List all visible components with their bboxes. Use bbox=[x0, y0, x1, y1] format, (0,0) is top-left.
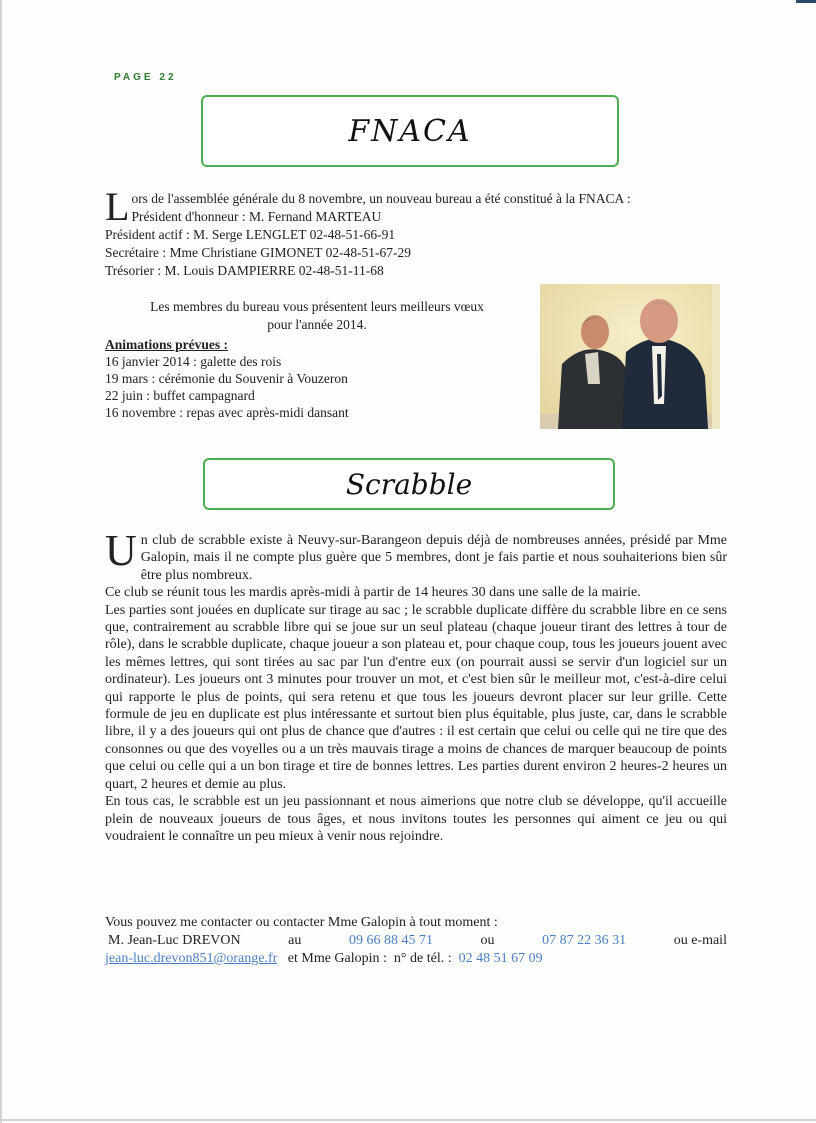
fnaca-wishes-line2: pour l'année 2014. bbox=[267, 317, 367, 332]
fnaca-president-honneur: Président d'honneur : M. Fernand MARTEAU bbox=[131, 209, 382, 224]
scrabble-title: Scrabble bbox=[203, 458, 615, 510]
fnaca-dropcap: L bbox=[105, 184, 130, 229]
contact-intro: Vous pouvez me contacter ou contacter Mme Galopin à tout moment : bbox=[105, 915, 498, 930]
fnaca-animations bbox=[105, 336, 535, 421]
scrabble-article bbox=[105, 526, 727, 845]
contact-email-link[interactable]: jean-luc.drevon851@orange.fr bbox=[105, 951, 278, 966]
contact-ou: ou bbox=[480, 933, 495, 948]
page-bottom-edge bbox=[0, 1119, 816, 1121]
page-number: PAGE 22 bbox=[114, 72, 177, 83]
contact-phone-row bbox=[105, 932, 727, 950]
contact-mme: et Mme Galopin : bbox=[287, 951, 387, 966]
page-corner-mark bbox=[796, 0, 816, 3]
photo-illustration bbox=[540, 284, 720, 429]
fnaca-intro: ors de l'assemblée générale du 8 novembre, un nouveau bureau a été constitué à la FNACA : bbox=[131, 191, 631, 206]
contact-phone-2[interactable]: 07 87 22 36 31 bbox=[542, 933, 627, 948]
page-left-edge bbox=[0, 0, 2, 1123]
fnaca-bureau bbox=[105, 184, 720, 280]
animation-item: 16 janvier 2014 : galette des rois bbox=[105, 354, 282, 369]
scrabble-paragraph-2: Ce club se réunit tous les mardis après-midi à partir de 14 heures 30 dans une salle de la mairie. bbox=[105, 585, 641, 601]
scrabble-paragraph-3: Les parties sont jouées en duplicate sur tirage au sac ; le scrabble duplicate diffère du scrabble libre en ce sens que, contrairement au scrabble libre qui se joue sur un seul plateau (chaque joueur tirant des lettres à tour de rôle), dans le scrabble duplicate, chaque joueur a son plateau et, pour chaque coup, tous les joueurs jouent avec les mêmes lettres, qui sont tirées au sac par l'un d'entre eux (on pourrait aussi se servir d'un logiciel sur un ordinateur). Les joueurs ont 3 minutes pour trouver un mot, et c'est bien sûr le meilleur mot, c'est-à-dire celui qui rapporte le plus de points, qui sera retenu et que tous les joueurs devront placer sur leur grille. Cette formule de jeu en duplicate est plus intéressante et surtout bien plus équitable, plus juste, car, dans le scrabble libre, il y a des joueurs qui ont plus de chance que d'autres : il est certain que celui ou celle qui ne tire que des consonnes ou que des voyelles ou a un très mauvais tirage a moins de chances de marquer beaucoup de points que celui ou celle qui a un bon tirage et tire de bonnes lettres. Les parties durent environ 2 heures-2 heures un quart, 2 heures et demie au plus. bbox=[105, 602, 727, 792]
animations-heading: Animations prévues : bbox=[105, 337, 229, 352]
fnaca-wishes bbox=[112, 298, 522, 334]
contact-au: au bbox=[288, 933, 302, 948]
contact-ou-email: ou e-mail bbox=[673, 933, 727, 948]
fnaca-tresorier: Trésorier : M. Louis DAMPIERRE 02-48-51-11-68 bbox=[105, 263, 384, 278]
contact-phone-1[interactable]: 09 66 88 45 71 bbox=[348, 933, 433, 948]
contact-phone-3[interactable]: 02 48 51 67 09 bbox=[458, 951, 543, 966]
scrabble-dropcap: U bbox=[105, 526, 137, 575]
scrabble-paragraph-1: n club de scrabble existe à Neuvy-sur-Barangeon depuis déjà de nombreuses années, présidé par Mme Galopin, mais il ne compte plus guère que 5 membres, dont je fais partie et nous souhaiterions bien sûr être plus nombreux. bbox=[140, 533, 727, 583]
fnaca-members-photo bbox=[540, 284, 720, 429]
fnaca-president-actif: Président actif : M. Serge LENGLET 02-48-51-66-91 bbox=[105, 227, 396, 242]
scrabble-paragraph-4: En tous cas, le scrabble est un jeu passionnant et nous aimerions que notre club se développe, qu'il accueille plein de nouveaux joueurs de tous âges, et nous invitons toutes les personnes qui aiment ce jeu ou qui voudraient le connaître un peu mieux à venir nous rejoindre. bbox=[105, 794, 727, 844]
animation-item: 16 novembre : repas avec après-midi dansant bbox=[105, 405, 349, 420]
contact-email-row bbox=[105, 950, 727, 968]
fnaca-wishes-line1: Les membres du bureau vous présentent leurs meilleurs vœux bbox=[150, 299, 484, 314]
animation-item: 19 mars : cérémonie du Souvenir à Vouzeron bbox=[105, 371, 348, 386]
fnaca-title: FNACA bbox=[201, 95, 619, 167]
animation-item: 22 juin : buffet campagnard bbox=[105, 388, 255, 403]
fnaca-secretaire: Secrétaire : Mme Christiane GIMONET 02-48-51-67-29 bbox=[105, 245, 412, 260]
contact-name: M. Jean-Luc DREVON bbox=[108, 933, 241, 948]
contact-tel-label: n° de tél. : bbox=[393, 951, 452, 966]
contact-block bbox=[105, 914, 727, 968]
